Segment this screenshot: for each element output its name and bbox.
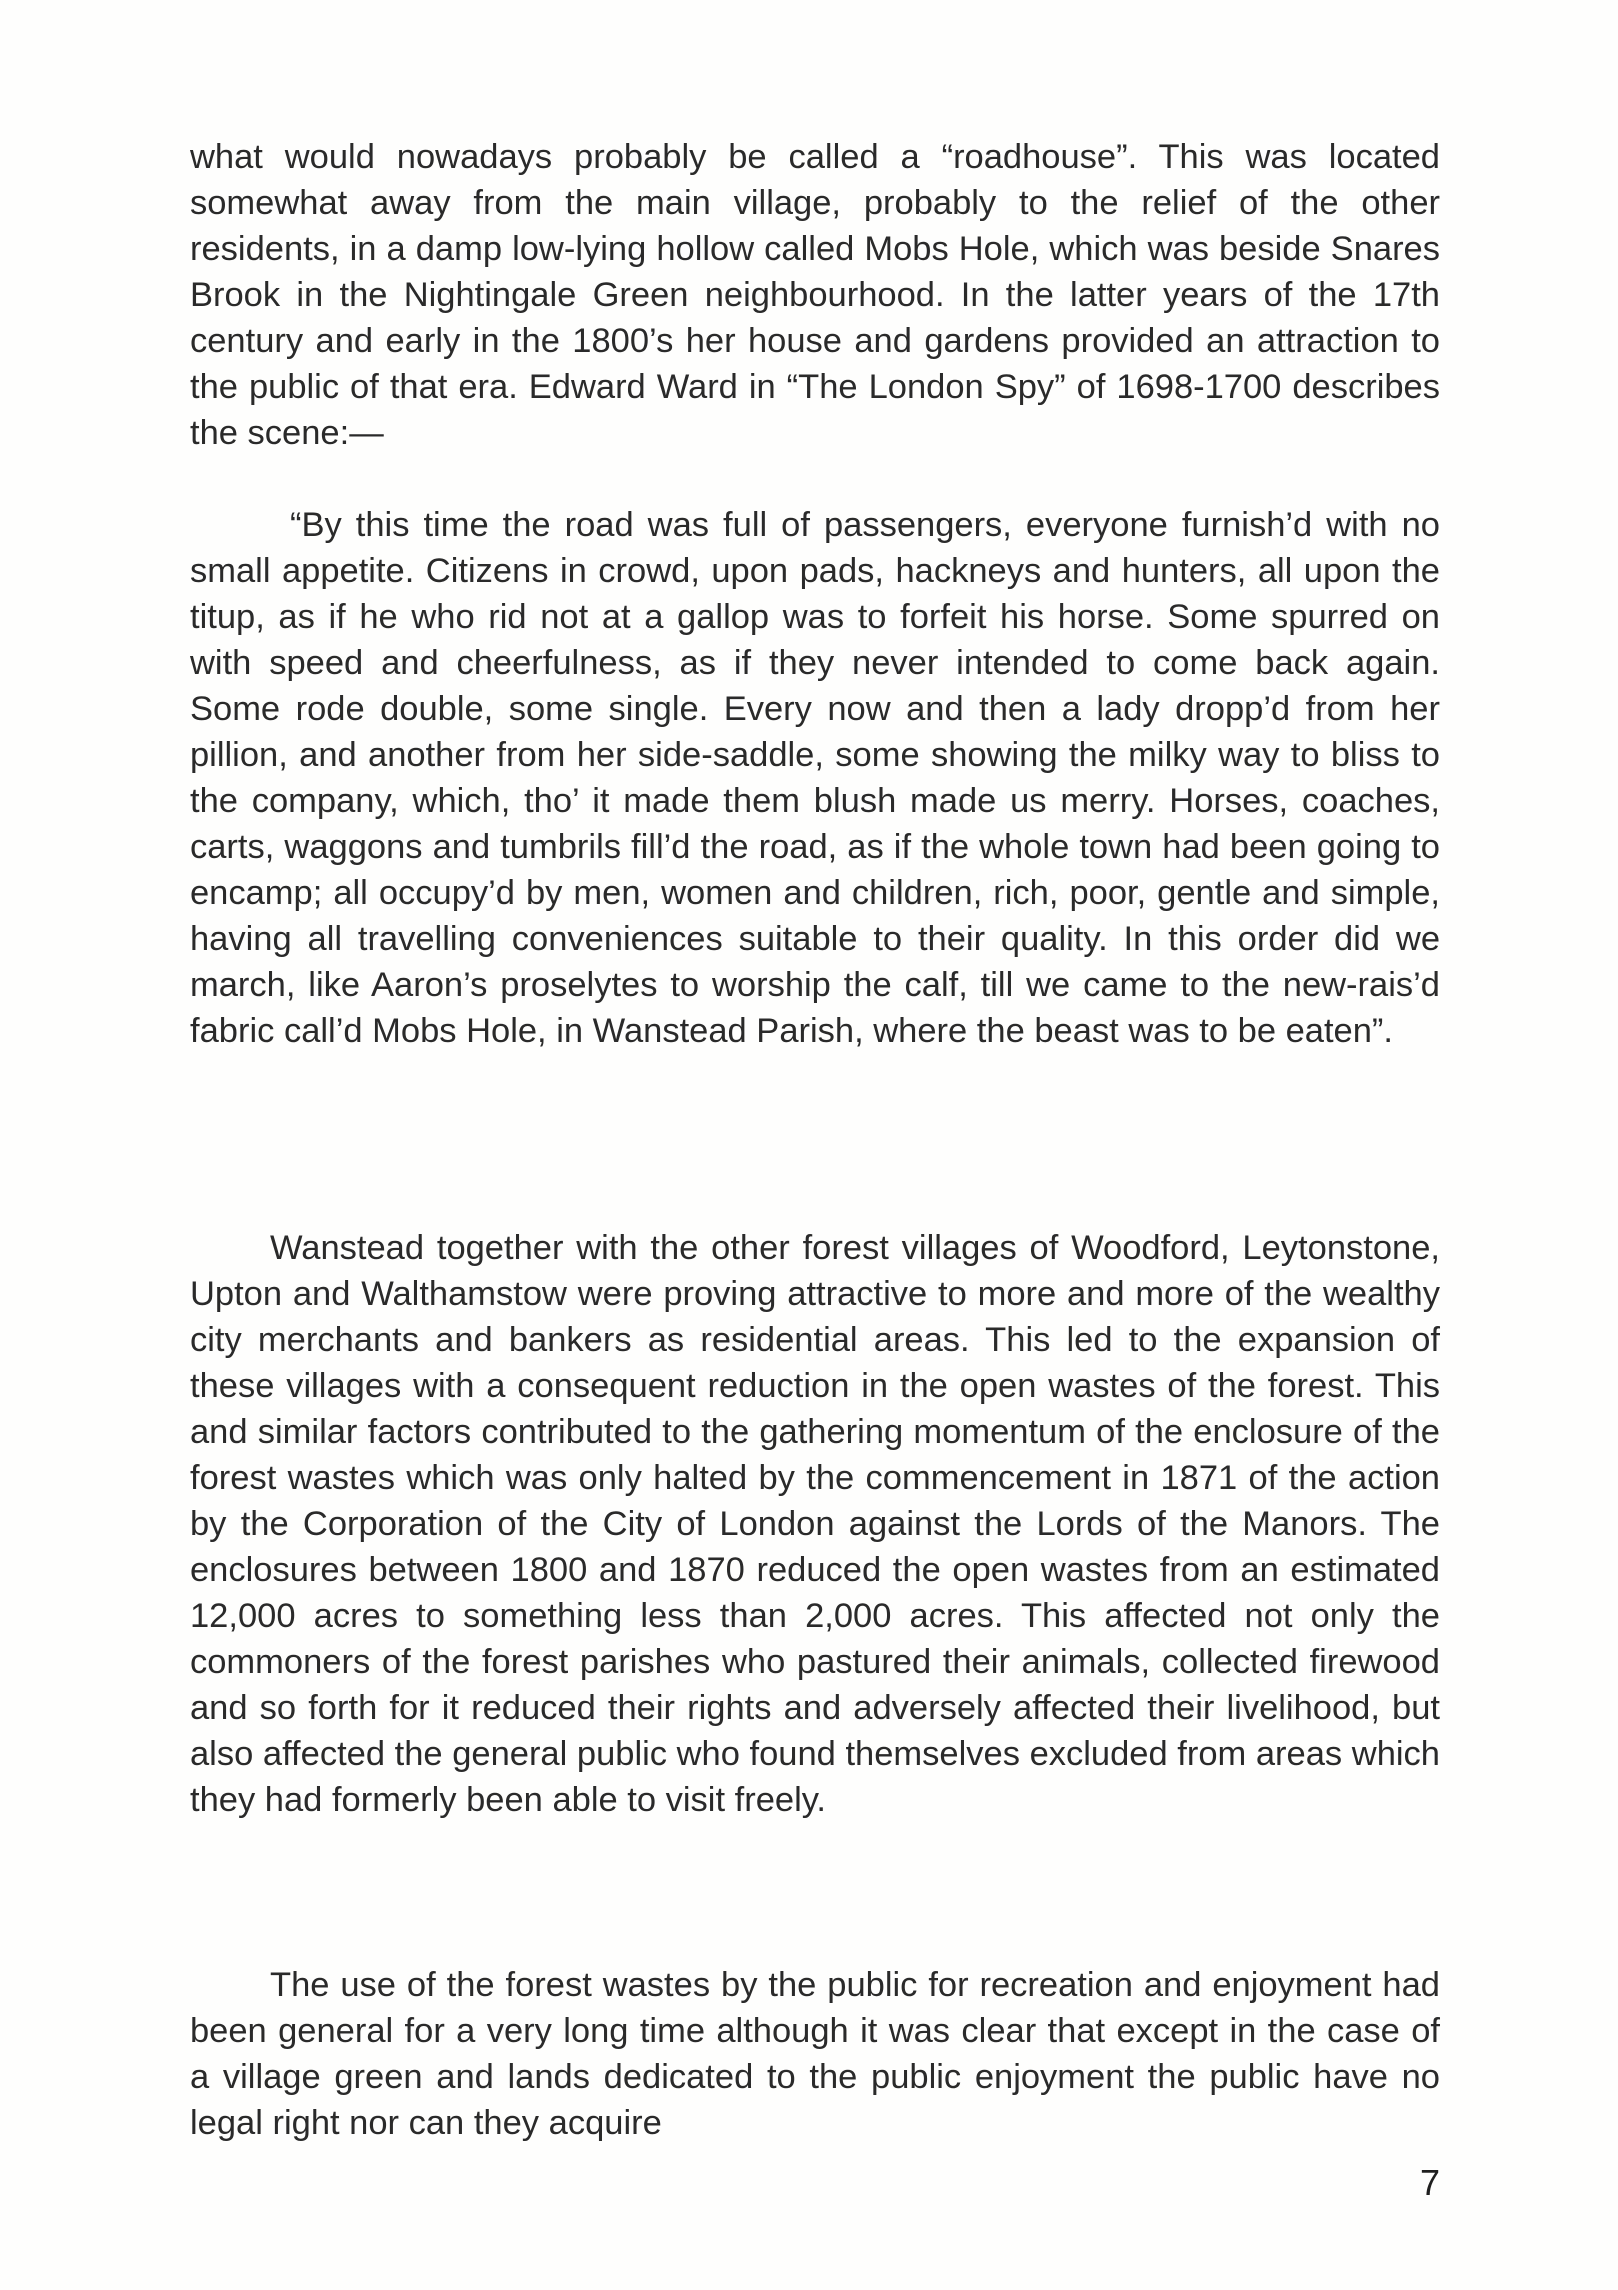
quotation-text: “By this time the road was full of passengers, everyone furnish’d with no small appetite. Citizens in crowd, upon pads, hackneys and hunters, all upon the titup, as if he who rid not at a gallop was to forfeit his horse. Some spurred on with speed and cheerfulness, as if they never intended to come back again. Some rode double, some single. Every now and then a lady dropp’d from her pillion, and another from her side-saddle, some showing the milky way to bliss to the company, which, tho’ it made them blush made us merry. Horses, coaches, carts, waggons and tumbrils fill’d the road, as if the whole town had been going to encamp; all occupy’d by men, women and children, rich, poor, gentle and simple, having all travelling conveniences suitable to their quality. In this order did we march, like Aaron’s proselytes to worship the calf, till we came to the new-rais’d fabric call’d Mobs Hole, in Wanstead Parish, where the beast was to be eaten”.	[190, 506, 1440, 1050]
paragraph-text: Wanstead together with the other forest villages of Woodford, Leytonstone, Upton and Walthamstow were proving attractive to more and more of the wealthy city merchants and bankers as residential areas. This led to the expansion of these villages with a consequent reduction in the open wastes of the forest. This and similar factors contributed to the gathering momentum of the enclosure of the forest wastes which was only halted by the commencement in 1871 of the action by the Corporation of the City of London against the Lords of the Manors. The enclosures between 1800 and 1870 reduced the open wastes from an estimated 12,000 acres to something less than 2,000 acres. This affected not only the commoners of the forest parishes who pastured their animals, collected firewood and so forth for it reduced their rights and adversely affected their livelihood, but also affected the general public who found themselves excluded from areas which they had formerly been able to visit freely.	[190, 1229, 1440, 1819]
paragraph-text: what would nowadays probably be called a “roadhouse”. This was located somewhat away from the main village, probably to the relief of the other residents, in a damp low-lying hollow called Mobs Hole, which was beside Snares Brook in the Nightingale Green neighbourhood. In the latter years of the 17th century and early in the 1800’s her house and gardens provided an attraction to the public of that era. Edward Ward in “The London Spy” of 1698-1700 describes the scene:—	[190, 138, 1440, 452]
quotation-london-spy	[190, 502, 1440, 1054]
paragraph-text: The use of the forest wastes by the public for recreation and enjoyment had been general for a very long time although it was clear that except in the case of a village green and lands dedicated to the public enjoyment the public have no legal right nor can they acquire	[190, 1966, 1440, 2142]
page-number: 7	[1419, 2162, 1440, 2203]
paragraph-roadhouse	[190, 134, 1440, 456]
paragraph-forest-wastes	[190, 1962, 1440, 2146]
paragraph-forest-villages	[190, 1225, 1440, 1823]
